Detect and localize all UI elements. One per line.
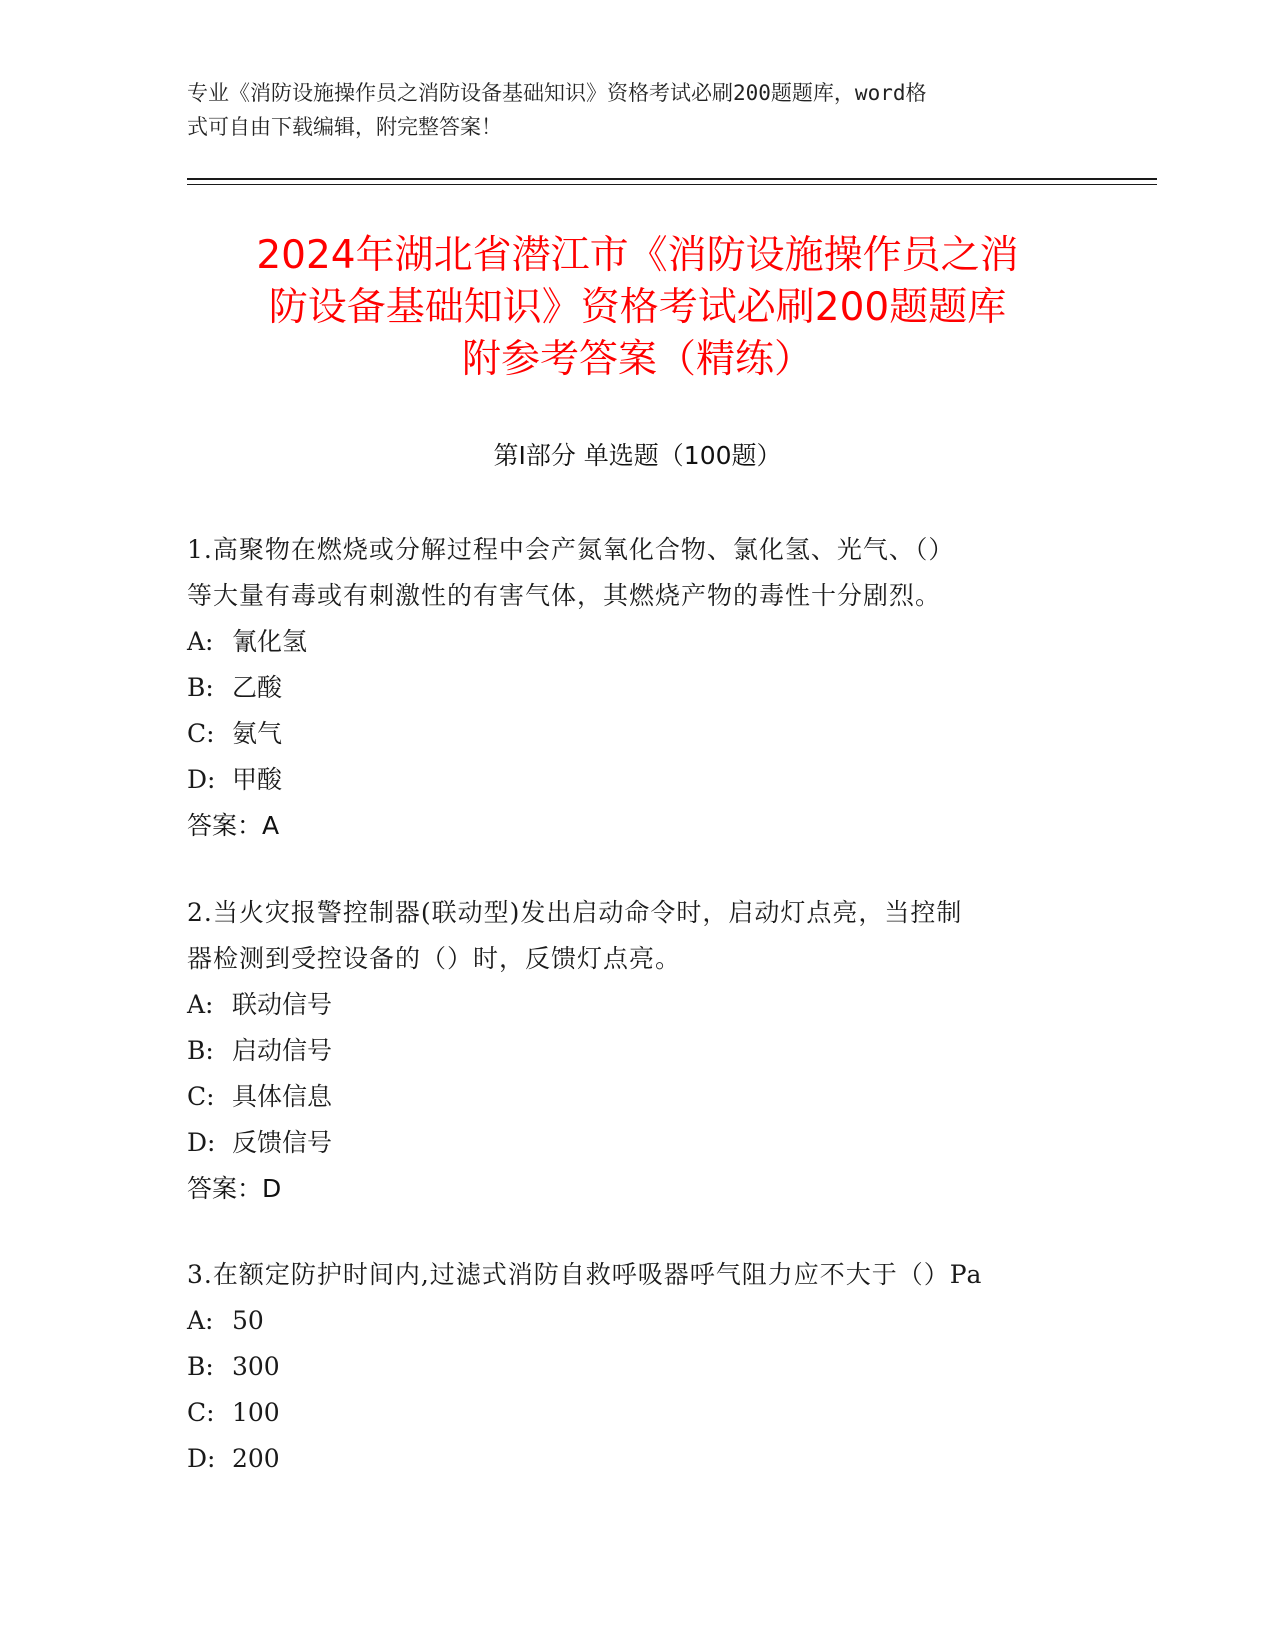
option-text: 具体信息 — [232, 1082, 333, 1111]
option-c — [187, 1074, 1087, 1120]
option-d — [187, 1436, 1087, 1482]
section-title: 第Ⅰ部分 单选题（100题） — [493, 441, 782, 470]
question-stem-line: 等大量有毒或有刺激性的有害气体，其燃烧产物的毒性十分剧烈。 — [187, 581, 942, 610]
option-key: B: — [187, 673, 214, 702]
option-text: 氰化氢 — [232, 627, 308, 656]
answer-line: 答案：A — [187, 811, 280, 840]
option-text: 甲酸 — [232, 765, 283, 794]
document-title — [100, 230, 1175, 386]
option-b — [187, 1028, 1087, 1074]
document-title-line: 附参考答案（精练） — [461, 337, 813, 382]
answer-line: 答案：D — [187, 1174, 282, 1203]
question-stem-line: 3.在额定防护时间内,过滤式消防自救呼吸器呼气阻力应不大于（）Pa — [187, 1260, 983, 1289]
option-key: C: — [187, 1082, 215, 1111]
question-stem-line: 器检测到受控设备的（）时，反馈灯点亮。 — [187, 944, 682, 973]
question-stem — [187, 527, 1087, 619]
option-text: 300 — [232, 1352, 280, 1381]
option-text: 乙酸 — [232, 673, 283, 702]
document-title-line: 2024年湖北省潜江市《消防设施操作员之消 — [256, 233, 1019, 278]
option-key: A: — [187, 627, 214, 656]
header-divider-thick — [187, 178, 1157, 180]
option-d — [187, 1120, 1087, 1166]
question-stem — [187, 890, 1087, 982]
header-note-line: 式可自由下载编辑，附完整答案！ — [187, 115, 502, 139]
header-divider-thin — [187, 184, 1157, 185]
option-a — [187, 1298, 1087, 1344]
question-stem-line: 2.当火灾报警控制器(联动型)发出启动命令时，启动灯点亮，当控制 — [187, 898, 963, 927]
option-text: 100 — [232, 1398, 280, 1427]
option-key: D: — [187, 1444, 216, 1473]
question-3 — [187, 1252, 1087, 1482]
option-key: A: — [187, 990, 214, 1019]
option-key: B: — [187, 1036, 214, 1065]
header-note — [187, 76, 1067, 144]
question-1 — [187, 527, 1087, 849]
document-title-line: 防设备基础知识》资格考试必刷200题题库 — [268, 285, 1007, 330]
header-note-line: 专业《消防设施操作员之消防设备基础知识》资格考试必刷200题题库，word格 — [187, 81, 927, 105]
option-text: 200 — [232, 1444, 280, 1473]
option-text: 反馈信号 — [232, 1128, 333, 1157]
question-2 — [187, 890, 1087, 1212]
option-c — [187, 711, 1087, 757]
option-b — [187, 665, 1087, 711]
option-d — [187, 757, 1087, 803]
option-key: D: — [187, 765, 216, 794]
question-stem — [187, 1252, 1087, 1298]
option-a — [187, 982, 1087, 1028]
option-b — [187, 1344, 1087, 1390]
option-text: 启动信号 — [232, 1036, 333, 1065]
option-text: 氨气 — [232, 719, 283, 748]
question-stem-line: 1.高聚物在燃烧或分解过程中会产氮氧化合物、氯化氢、光气、（） — [187, 535, 955, 564]
option-a — [187, 619, 1087, 665]
option-key: C: — [187, 1398, 215, 1427]
option-key: D: — [187, 1128, 216, 1157]
option-text: 联动信号 — [232, 990, 333, 1019]
option-key: C: — [187, 719, 215, 748]
option-text: 50 — [232, 1306, 264, 1335]
option-key: B: — [187, 1352, 214, 1381]
option-c — [187, 1390, 1087, 1436]
option-key: A: — [187, 1306, 214, 1335]
